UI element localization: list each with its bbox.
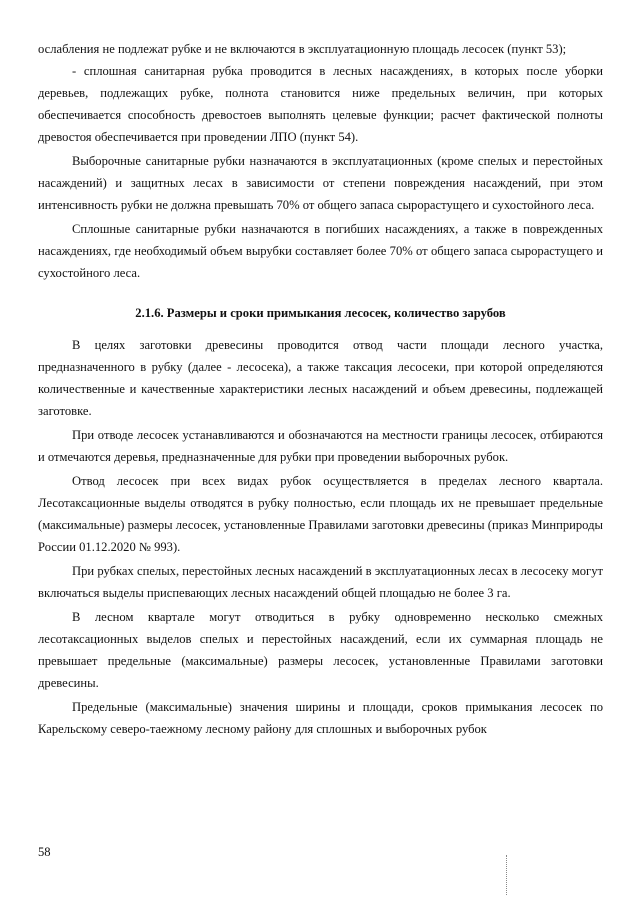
- paragraph: Сплошные санитарные рубки назначаются в погибших насаждениях, а также в поврежденных насаждениях, где необходимый объем вырубки составляет более 70% от общего запаса сырорастущего и сухостойного леса.: [38, 222, 603, 280]
- page-number: 58: [38, 845, 51, 859]
- paragraph: Выборочные санитарные рубки назначаются в эксплуатационных (кроме спелых и перестойных насаждений) и защитных лесах в зависимости от степени повреждения насаждений, при этом интенсивность рубки не должна превышать 70% от общего запаса сырорастущего и сухостойного леса.: [38, 154, 603, 212]
- paragraph: ослабления не подлежат рубке и не включаются в эксплуатационную площадь лесосек (пункт 53);: [38, 42, 567, 56]
- scan-edge-mark: [506, 855, 509, 895]
- paragraph: В целях заготовки древесины проводится отвод части площади лесного участка, предназначенного в рубку (далее - лесосека), а также таксация лесосеки, при которой определяются количественные и качественные характеристики лесных насаждений и объем древесины, подлежащей заготовке.: [38, 338, 603, 418]
- paragraph: При отводе лесосек устанавливаются и обозначаются на местности границы лесосек, отбираются и отмечаются деревья, предназначенные для рубки при проведении выборочных рубок.: [38, 428, 603, 464]
- paragraph: В лесном квартале могут отводиться в рубку одновременно несколько смежных лесотаксационных выделов спелых и перестойных насаждений, если их суммарная площадь не превышает предельные (максимальные) размеры лесосек, установленные Правилами заготовки древесины.: [38, 610, 603, 690]
- paragraph: Предельные (максимальные) значения ширины и площади, сроков примыкания лесосек по Карельскому северо-таежному лесному району для сплошных и выборочных рубок: [38, 700, 603, 736]
- section-heading: 2.1.6. Размеры и сроки примыкания лесосек, количество зарубов: [135, 306, 506, 320]
- paragraph: - сплошная санитарная рубка проводится в лесных насаждениях, в которых после уборки деревьев, подлежащих рубке, полнота становится ниже предельных величин, при которых обеспечивается способность древостоев выполнять целевые функции; расчет фактической полноты древостоя обеспечивается при проведении ЛПО (пункт 54).: [38, 64, 603, 144]
- paragraph: При рубках спелых, перестойных лесных насаждений в эксплуатационных лесах в лесосеку могут включаться выделы приспевающих лесных насаждений общей площадью не более 3 га.: [38, 564, 603, 600]
- paragraph: Отвод лесосек при всех видах рубок осуществляется в пределах лесного квартала. Лесотаксационные выделы отводятся в рубку полностью, если площадь их не превышает предельные (максимальные) размеры лесосек, установленные Правилами заготовки древесины (приказ Минприроды России 01.12.2020 № 993).: [38, 474, 603, 554]
- page-body: [38, 38, 603, 740]
